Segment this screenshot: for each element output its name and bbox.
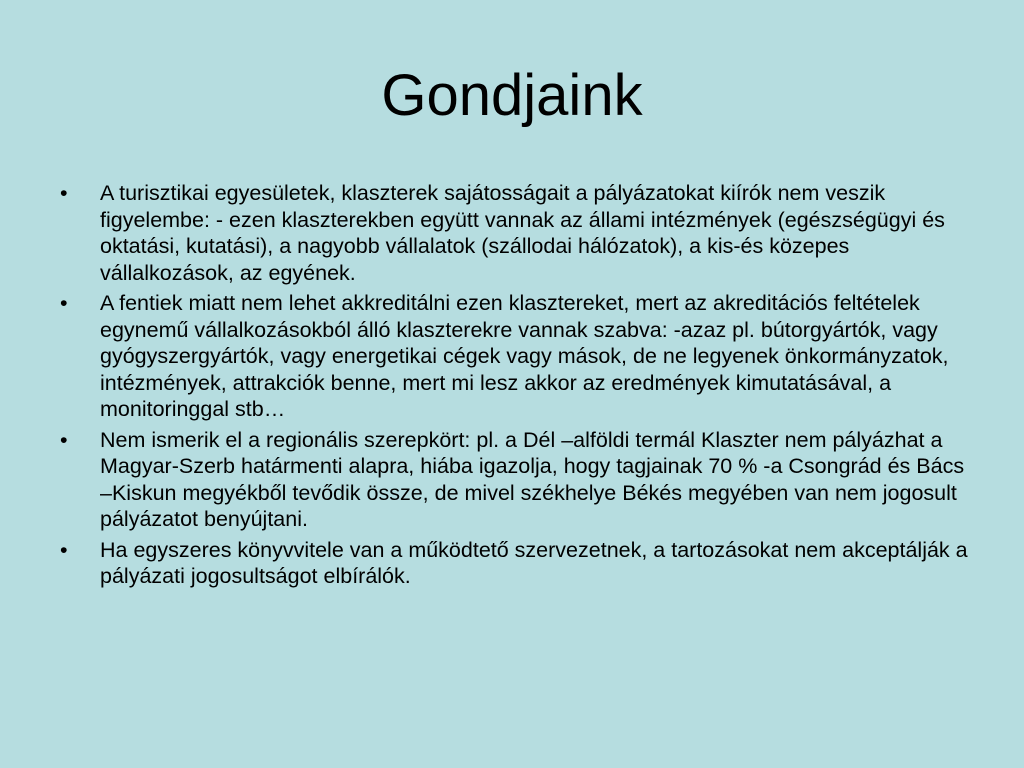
bullet-item-3: [56, 427, 968, 533]
bullet-text-4: Ha egyszeres könyvvitele van a működtető szervezetnek, a tartozásokat nem akceptálják a pályázati jogosultságot elbírálók.: [100, 537, 968, 588]
bullet-text-1: A turisztikai egyesületek, klaszterek sajátosságait a pályázatokat kiírók nem veszik figyelembe: - ezen klaszterekben együtt vannak az állami intézmények (egészségügyi és oktatási, kutatási), a nagyobb vállalatok (szállodai hálózatok), a kis-és közepes vállalkozások, az egyének.: [100, 181, 945, 285]
slide-title: Gondjaink: [381, 63, 643, 128]
bullet-list: [56, 180, 968, 594]
bullet-item-4: [56, 537, 968, 590]
bullet-marker: •: [60, 537, 68, 562]
bullet-item-1: [56, 180, 968, 286]
bullet-marker: •: [60, 291, 68, 315]
bullet-item-2: [56, 290, 968, 423]
bullet-marker: •: [60, 427, 68, 452]
bullet-text-2: A fentiek miatt nem lehet akkreditálni ezen klasztereket, mert az akreditációs feltételek egynemű vállalkozásokból álló klaszterekre vannak szabva: -azaz pl. bútorgyártók, vagy gyógyszergyártók, vagy energetikai cégek vagy mások, de ne legyenek önkormányzatok, intézmények, attrakciók benne, mert mi lesz akkor az eredmények kimutatásával, a monitoringgal stb…: [100, 291, 949, 421]
bullet-marker: •: [60, 181, 68, 205]
bullet-text-3: Nem ismerik el a regionális szerepkört: pl. a Dél –alföldi termál Klaszter nem pályázhat a Magyar-Szerb határmenti alapra, hiába igazolja, hogy tagjainak 70 % -a Csongrád és Bács –Kiskun megyékből tevődik össze, de mivel székhelye Békés megyében van nem jogosult pályázatot benyújtani.: [100, 427, 965, 531]
